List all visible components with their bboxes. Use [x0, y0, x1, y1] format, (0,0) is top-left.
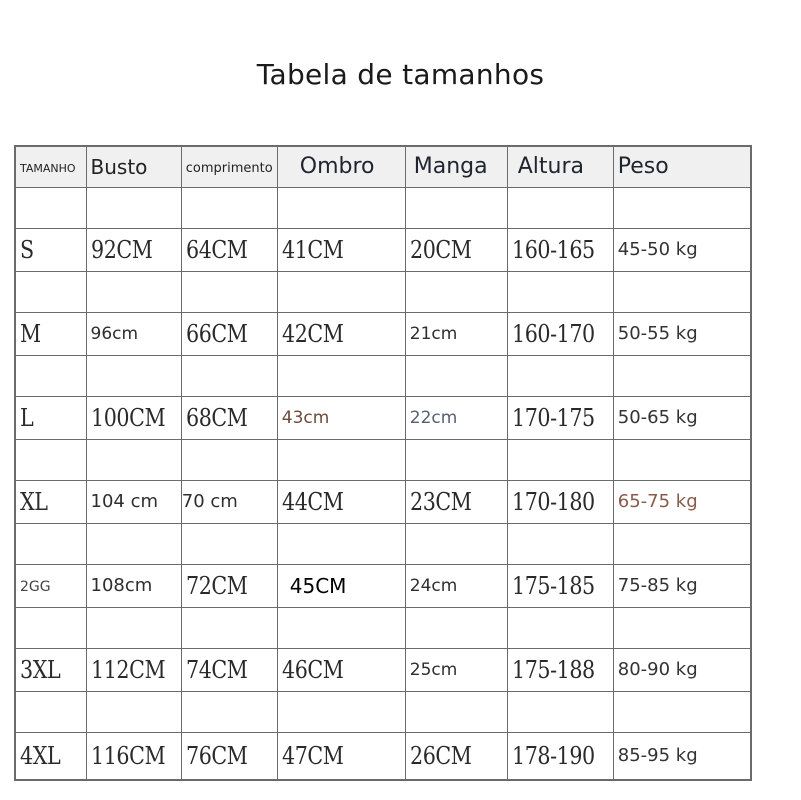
- busto-cell: 112CM: [90, 656, 165, 684]
- ombro-cell: 41CM: [281, 236, 344, 264]
- altura-cell: 160-170: [511, 320, 595, 348]
- table-row: [15, 229, 751, 272]
- peso-cell: 50-55 kg: [617, 323, 698, 344]
- spacer-row: [15, 524, 751, 565]
- manga-cell: 23CM: [409, 488, 472, 516]
- comprimento-cell: 66CM: [185, 320, 248, 348]
- header-cell: [15, 146, 86, 188]
- table-row: [15, 733, 751, 781]
- altura-cell: 170-175: [511, 404, 595, 432]
- spacer-row: [15, 272, 751, 313]
- spacer-row: [15, 692, 751, 733]
- comprimento-cell: 70 cm: [181, 491, 238, 512]
- size-cell: M: [20, 320, 41, 348]
- altura-cell: 175-185: [511, 572, 595, 600]
- peso-cell: 45-50 kg: [617, 239, 698, 260]
- comprimento-cell: 72CM: [185, 572, 248, 600]
- ombro-cell: 42CM: [281, 320, 344, 348]
- table-row: [15, 565, 751, 608]
- ombro-cell: 47CM: [281, 742, 344, 770]
- size-cell: S: [20, 236, 34, 264]
- altura-cell: 160-165: [511, 236, 595, 264]
- table-row: [15, 649, 751, 692]
- size-cell: 4XL: [20, 742, 61, 770]
- page-title: Tabela de tamanhos: [256, 58, 545, 91]
- altura-cell: 175-188: [511, 656, 595, 684]
- header-cell: [181, 146, 277, 188]
- spacer-row: [15, 188, 751, 229]
- manga-cell: 21cm: [409, 323, 458, 344]
- table-row: [15, 313, 751, 356]
- spacer-row: [15, 608, 751, 649]
- ombro-cell: 46CM: [281, 656, 344, 684]
- manga-cell: 26CM: [409, 742, 472, 770]
- busto-cell: 92CM: [90, 236, 152, 264]
- comprimento-cell: 74CM: [185, 656, 248, 684]
- header-manga: Manga: [413, 154, 488, 179]
- altura-cell: 178-190: [511, 742, 595, 770]
- manga-cell: 22cm: [409, 407, 458, 428]
- header-cell: [613, 146, 751, 188]
- peso-cell: 80-90 kg: [617, 659, 698, 680]
- size-cell: 2GG: [20, 579, 51, 595]
- spacer-row: [15, 440, 751, 481]
- header-altura: Altura: [517, 154, 585, 179]
- header-comprimento: comprimento: [185, 161, 273, 176]
- ombro-cell: 45CM: [289, 574, 347, 598]
- header-cell: [507, 146, 613, 188]
- comprimento-cell: 76CM: [185, 742, 248, 770]
- manga-cell: 20CM: [409, 236, 472, 264]
- header-cell: [405, 146, 507, 188]
- peso-cell: 65-75 kg: [617, 491, 698, 512]
- size-cell: L: [20, 404, 34, 432]
- peso-cell: 75-85 kg: [617, 575, 698, 596]
- table-row: [15, 397, 751, 440]
- header-tamanho: TAMANHO: [20, 162, 76, 175]
- size-table: [14, 145, 752, 781]
- ombro-cell: 44CM: [281, 488, 344, 516]
- header-ombro: Ombro: [299, 154, 375, 179]
- ombro-cell: 43cm: [281, 407, 330, 428]
- header-busto: Busto: [90, 155, 148, 179]
- peso-cell: 50-65 kg: [617, 407, 698, 428]
- peso-cell: 85-95 kg: [617, 745, 698, 766]
- manga-cell: 25cm: [409, 659, 458, 680]
- spacer-row: [15, 356, 751, 397]
- table-row: [15, 481, 751, 524]
- altura-cell: 170-180: [511, 488, 595, 516]
- header-peso: Peso: [617, 154, 669, 179]
- size-cell: 3XL: [20, 656, 61, 684]
- comprimento-cell: 64CM: [185, 236, 248, 264]
- table-header-row: [15, 146, 751, 188]
- header-cell: [277, 146, 405, 188]
- size-cell: XL: [20, 488, 48, 516]
- busto-cell: 104 cm: [90, 491, 159, 512]
- busto-cell: 116CM: [90, 742, 165, 770]
- manga-cell: 24cm: [409, 575, 458, 596]
- comprimento-cell: 68CM: [185, 404, 248, 432]
- busto-cell: 96cm: [90, 323, 139, 344]
- header-cell: [86, 146, 181, 188]
- busto-cell: 100CM: [90, 404, 165, 432]
- busto-cell: 108cm: [90, 575, 153, 596]
